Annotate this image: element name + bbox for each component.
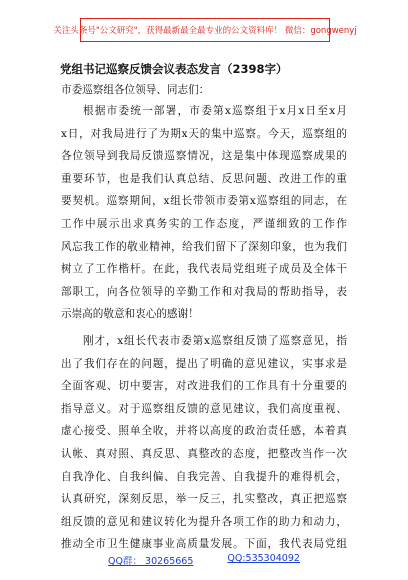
text-line: 指导意义。对于巡察组反馈的意见建议，我们高度重视、: [61, 402, 347, 415]
text-line: 推动全市卫生健康事业高质量发展。下面，我代表局党组: [61, 538, 347, 551]
qq-link[interactable]: QQ:535304092: [227, 553, 300, 564]
text-line: 风忘我工作的敬业精神，给我们留下了深刻印象，也为我们: [61, 240, 347, 253]
text-line: 示崇高的敬意和衷心的感谢！: [61, 308, 199, 321]
text-line: 自我净化、自我纠偏、自我完善、自我提升的难得机会，: [61, 470, 347, 483]
text-line: 工作中展示出求真务实的工作态度，严谨细致的工作作: [61, 217, 347, 230]
paragraph-1: [61, 100, 347, 326]
text-line: 刚才，x组长代表市委第x巡察组反馈了巡察意见，指: [83, 334, 347, 347]
document-body: [61, 80, 347, 556]
text-line: 部职工，向各位领导的辛勤工作和对我局的帮助指导，表: [61, 285, 347, 298]
text-line: 认帐、真对照、真反思、真整改的态度，把整改当作一次: [61, 447, 347, 460]
promo-banner-text: 关注头条号"公文研究"，获得最新最全最专业的公文资料库！ 微信：gongwenyj: [53, 26, 357, 36]
text-line: 虚心接受、照单全收，并将以高度的政治责任感，本着真: [61, 425, 347, 438]
salutation: 市委巡察组各位领导、同志们：: [61, 84, 210, 96]
qq-group-link[interactable]: QQ群： 30265665: [108, 556, 194, 567]
text-line: 根据市委统一部署，市委第x巡察组于x月x日至x月: [83, 105, 347, 117]
text-line: 要契机。巡察期间，x组长带领市委第x巡察组的同志，在: [61, 195, 347, 208]
footer-contact: [0, 553, 408, 567]
paragraph-2: [61, 330, 347, 556]
text-line: 各位领导到我局反馈巡察情况，这是集中体现巡察成果的: [61, 150, 347, 163]
text-line: 组反馈的意见和建议转化为提升各项工作的助力和动力，: [61, 515, 347, 528]
text-line: 认真研究，深刻反思，举一反三，扎实整改，真正把巡察: [61, 493, 347, 506]
text-line: x日，对我局进行了为期x天的集中巡察。今天，巡察组的: [61, 127, 347, 140]
text-line: 出了我们存在的问题，提出了明确的意见建议，实事求是: [61, 357, 347, 370]
document-title: 党组书记巡察反馈会议表态发言（2398字）: [60, 62, 288, 76]
text-line: 全面客观、切中要害，对改进我们的工作具有十分重要的: [61, 380, 347, 393]
text-line: 树立了工作楷杆。在此，我代表局党组班子成员及全体干: [61, 263, 347, 276]
text-line: 重要环节，也是我们认真总结、反思问题、改进工作的重: [61, 172, 347, 185]
promo-banner: [53, 18, 357, 42]
